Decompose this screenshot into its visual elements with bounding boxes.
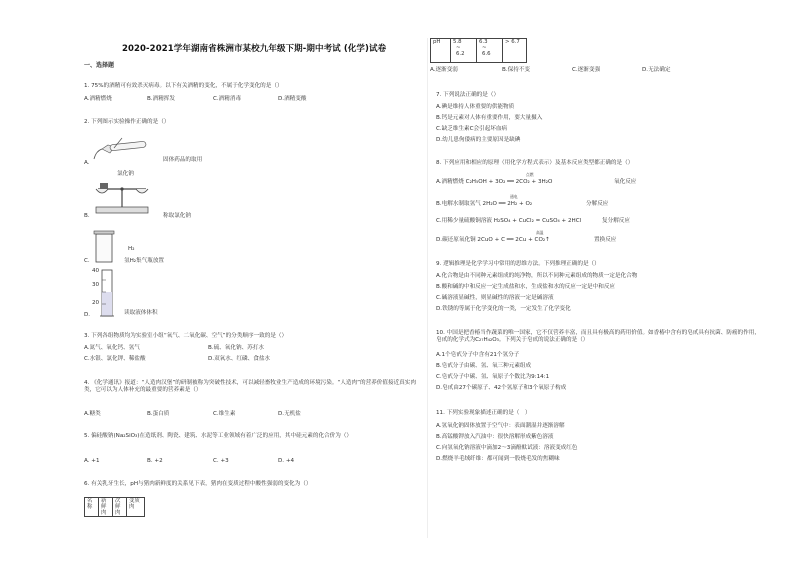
ph-range-high: 6.2 [456,51,465,57]
question-4-stem: 4. 《化学通讯》报道：“人造肉汉堡”的研制被称为突破性技术，可以减轻畜牧业生产造成的环境污染。“人造肉”的营养价值接近真实肉类，它可以为人体补充的最重要的营养素是（） [84,380,416,393]
question-2-caption-a: 固体药品的取用 [163,157,203,163]
reaction-condition-a: 点燃 [526,172,534,177]
question-2-stem: 2. 下列图示实验操作正确的是（） [84,119,170,125]
balance-figure [92,179,152,215]
page-title: 2020-2021学年湖南省株洲市某校九年级下期-期中考试 (化学)试卷 [122,44,387,54]
question-11-option-a: A.氢氧化钠固体放置于空气中：表面潮湿并逐渐溶解 [436,423,565,429]
question-8-option-b: B.电解水制取氢气 2H₂O ══ 2H₂ + O₂ [436,201,533,207]
question-6-option-c: C.逐渐变强 [572,67,601,73]
question-11-option-d: D.燃烧羊毛绒纤维：都可闻到一股烧毛发的焦糊味 [436,456,560,462]
question-3-option-a: A.氮气、氧化钙、氢气 [84,345,140,351]
table-cell: 变质肉 [127,498,145,517]
question-5-option-b: B. +2 [147,458,163,464]
question-1-option-d: D.酒精变酸 [278,96,307,102]
question-3-option-d: D.双氧水、红磷、食盐水 [208,356,271,362]
ph-range-sep: ~ [482,45,487,51]
question-10-stem: 10. 中国是把香椿当作蔬菜的唯一国家，它不仅营养丰富，而且具有极高的药用价值。如香椿中含有的皂甙具有抗菌、防癌的作用，皂甙的化学式为C₂₇H₄₂O₃。下列关于皂甙的说法正确的是（） [436,330,760,343]
gas-jar-figure [94,228,116,264]
meat-freshness-table [84,497,145,517]
h2-label: H₂ [128,246,135,252]
question-9-option-b: B.酸和碱的中和反应一定生成盐和水，生成盐和水的反应一定是中和反应 [436,284,616,290]
nacl-label: 氯化钠 [117,171,134,177]
question-2-caption-b: 称取氯化钠 [163,213,191,219]
ph-range-sep: ~ [456,45,461,51]
question-5-option-d: D. +4 [278,458,295,464]
question-8-option-d: D.碳还原氧化铜 2CuO + C ══ 2Cu + CO₂↑ [436,237,550,243]
question-2-label-c: C. [84,258,90,264]
question-2-caption-d: 读取液体体积 [124,310,158,316]
question-4-option-a: A.糖类 [84,411,101,417]
question-5-stem: 5. 偏硅酸钠(Na₂SiO₃)在造纸剂、陶瓷、建筑、水泥等工业领域有着广泛的应用，其中硅元素的化合价为（） [84,433,353,439]
table-cell [451,39,477,63]
table-cell: 新鲜肉 [99,498,113,517]
graduated-cylinder-figure [98,270,118,320]
table-row [85,498,145,517]
question-7-option-c: C.缺乏维生素C会引起坏血病 [436,126,508,132]
table-cell [477,39,503,63]
test-tube-figure [92,135,150,165]
question-9-stem: 9. 逻辑推理是化学学习中常用的思维方法。下列推理正确的是（） [436,261,600,267]
question-7-option-a: A.碘是维持人体重要的供能物质 [436,104,515,110]
question-4-option-d: D.无机盐 [278,411,301,417]
question-11-option-b: B.高锰酸钾放入汽油中：很快溶解形成紫色溶液 [436,434,554,440]
reaction-type-c: 复分解反应 [602,218,630,224]
ph-range-low: 6.3 [479,39,488,45]
question-2-label-d: D. [84,312,91,318]
reaction-condition-d: 高温 [536,230,544,235]
tick-40: 40 [92,268,100,274]
question-8-option-a: A.酒精燃烧 C₂H₅OH + 3O₂ ══ 2CO₂ + 3H₂O [436,179,553,185]
question-10-option-a: A.1个皂甙分子中含有21个氢分子 [436,352,520,358]
question-7-stem: 7. 下列说法正确的是（） [436,92,500,98]
table-cell: pH [431,39,451,63]
question-9-option-c: C.碱溶液显碱性，则显碱性的溶液一定是碱溶液 [436,295,554,301]
question-2-label-a: A. [84,160,90,166]
question-6-option-d: D.无法确定 [642,67,671,73]
table-row [431,39,527,63]
question-11-option-c: C.向氢氧化钠溶液中滴加2～3滴酚酞试液：溶液变成红色 [436,445,578,451]
reaction-type-d: 置换反应 [594,237,617,243]
question-6-option-b: B.保持不变 [502,67,530,73]
question-8-stem: 8. 下列应用和相应的原理（用化学方程式表示）及基本反应类型都正确的是（） [436,160,634,166]
question-3-option-b: B.硫、氧化钠、苏打水 [208,345,264,351]
reaction-type-b: 分解反应 [586,201,609,207]
question-6-option-a: A.逐渐变弱 [430,67,458,73]
table-cell [503,39,527,63]
question-7-option-d: D.幼儿患佝偻病的主要原因是缺碘 [436,137,521,143]
question-6-stem: 6. 有关乳牙生长，pH与猪肉新鲜度的关系见下表，猪肉在变质过程中酸性强弱的变化为（） [84,481,312,487]
question-1-option-b: B.酒精挥发 [147,96,175,102]
ph-range-high: 6.6 [482,51,491,57]
table-cell: 名称 [85,498,99,517]
question-3-option-c: C.水银、氯化钾、稀盐酸 [84,356,146,362]
ph-range-low: > 6.7 [505,39,520,45]
question-3-stem: 3. 下列各组物质均为实验室小组“氧气、二氧化碳、空气”的分类顺序一致的是（） [84,333,288,339]
question-10-option-c: C.皂甙分子中碳、氢、氧原子个数比为9:14:1 [436,374,550,380]
ph-range-low: 5.8 [453,39,462,45]
question-1-option-a: A.酒精燃烧 [84,96,112,102]
tick-20: 20 [92,300,100,306]
question-2-caption-c: 氢H₂集气瓶放置 [124,258,165,264]
question-5-option-c: C. +3 [213,458,229,464]
question-5-option-a: A. +1 [84,458,100,464]
question-7-option-b: B.钙是元素对人体有重要作用，要大量摄入 [436,115,543,121]
question-8-option-c: C.用稀少量硫酸铜溶液 H₂SO₄ + CuCl₂ = CuSO₄ + 2HCl [436,218,582,224]
tick-30: 30 [92,282,100,288]
question-1-option-c: C.酒精消毒 [213,96,242,102]
question-4-option-c: C.维生素 [213,411,236,417]
column-divider [427,38,428,538]
question-10-option-d: D.皂甙由27个碳原子、42个氢原子和3个氧原子构成 [436,385,567,391]
section-heading: 一、选择题 [84,62,115,69]
reaction-condition-b: 通电 [510,194,518,199]
question-11-stem: 11. 下列实验现象描述正确的是（ ） [436,410,531,416]
question-4-option-b: B.蛋白质 [147,411,170,417]
ph-table [430,38,527,63]
reaction-type-a: 氧化反应 [614,179,637,185]
question-9-option-a: A.化合物是由不同种元素组成的纯净物，所以不同种元素组成的物质一定是化合物 [436,273,638,279]
question-10-option-b: B.皂甙分子由碳、氢、氧三种元素组成 [436,363,532,369]
table-cell: 次鲜肉 [113,498,127,517]
question-9-option-d: D.铁锈的等属于化学变化的一类，一定发生了化学变化 [436,306,571,312]
question-2-label-b: B. [84,213,90,219]
question-1-stem: 1. 75%的酒精可有效杀灭病毒。以下有关酒精的变化，不属于化学变化的是（） [84,83,283,89]
